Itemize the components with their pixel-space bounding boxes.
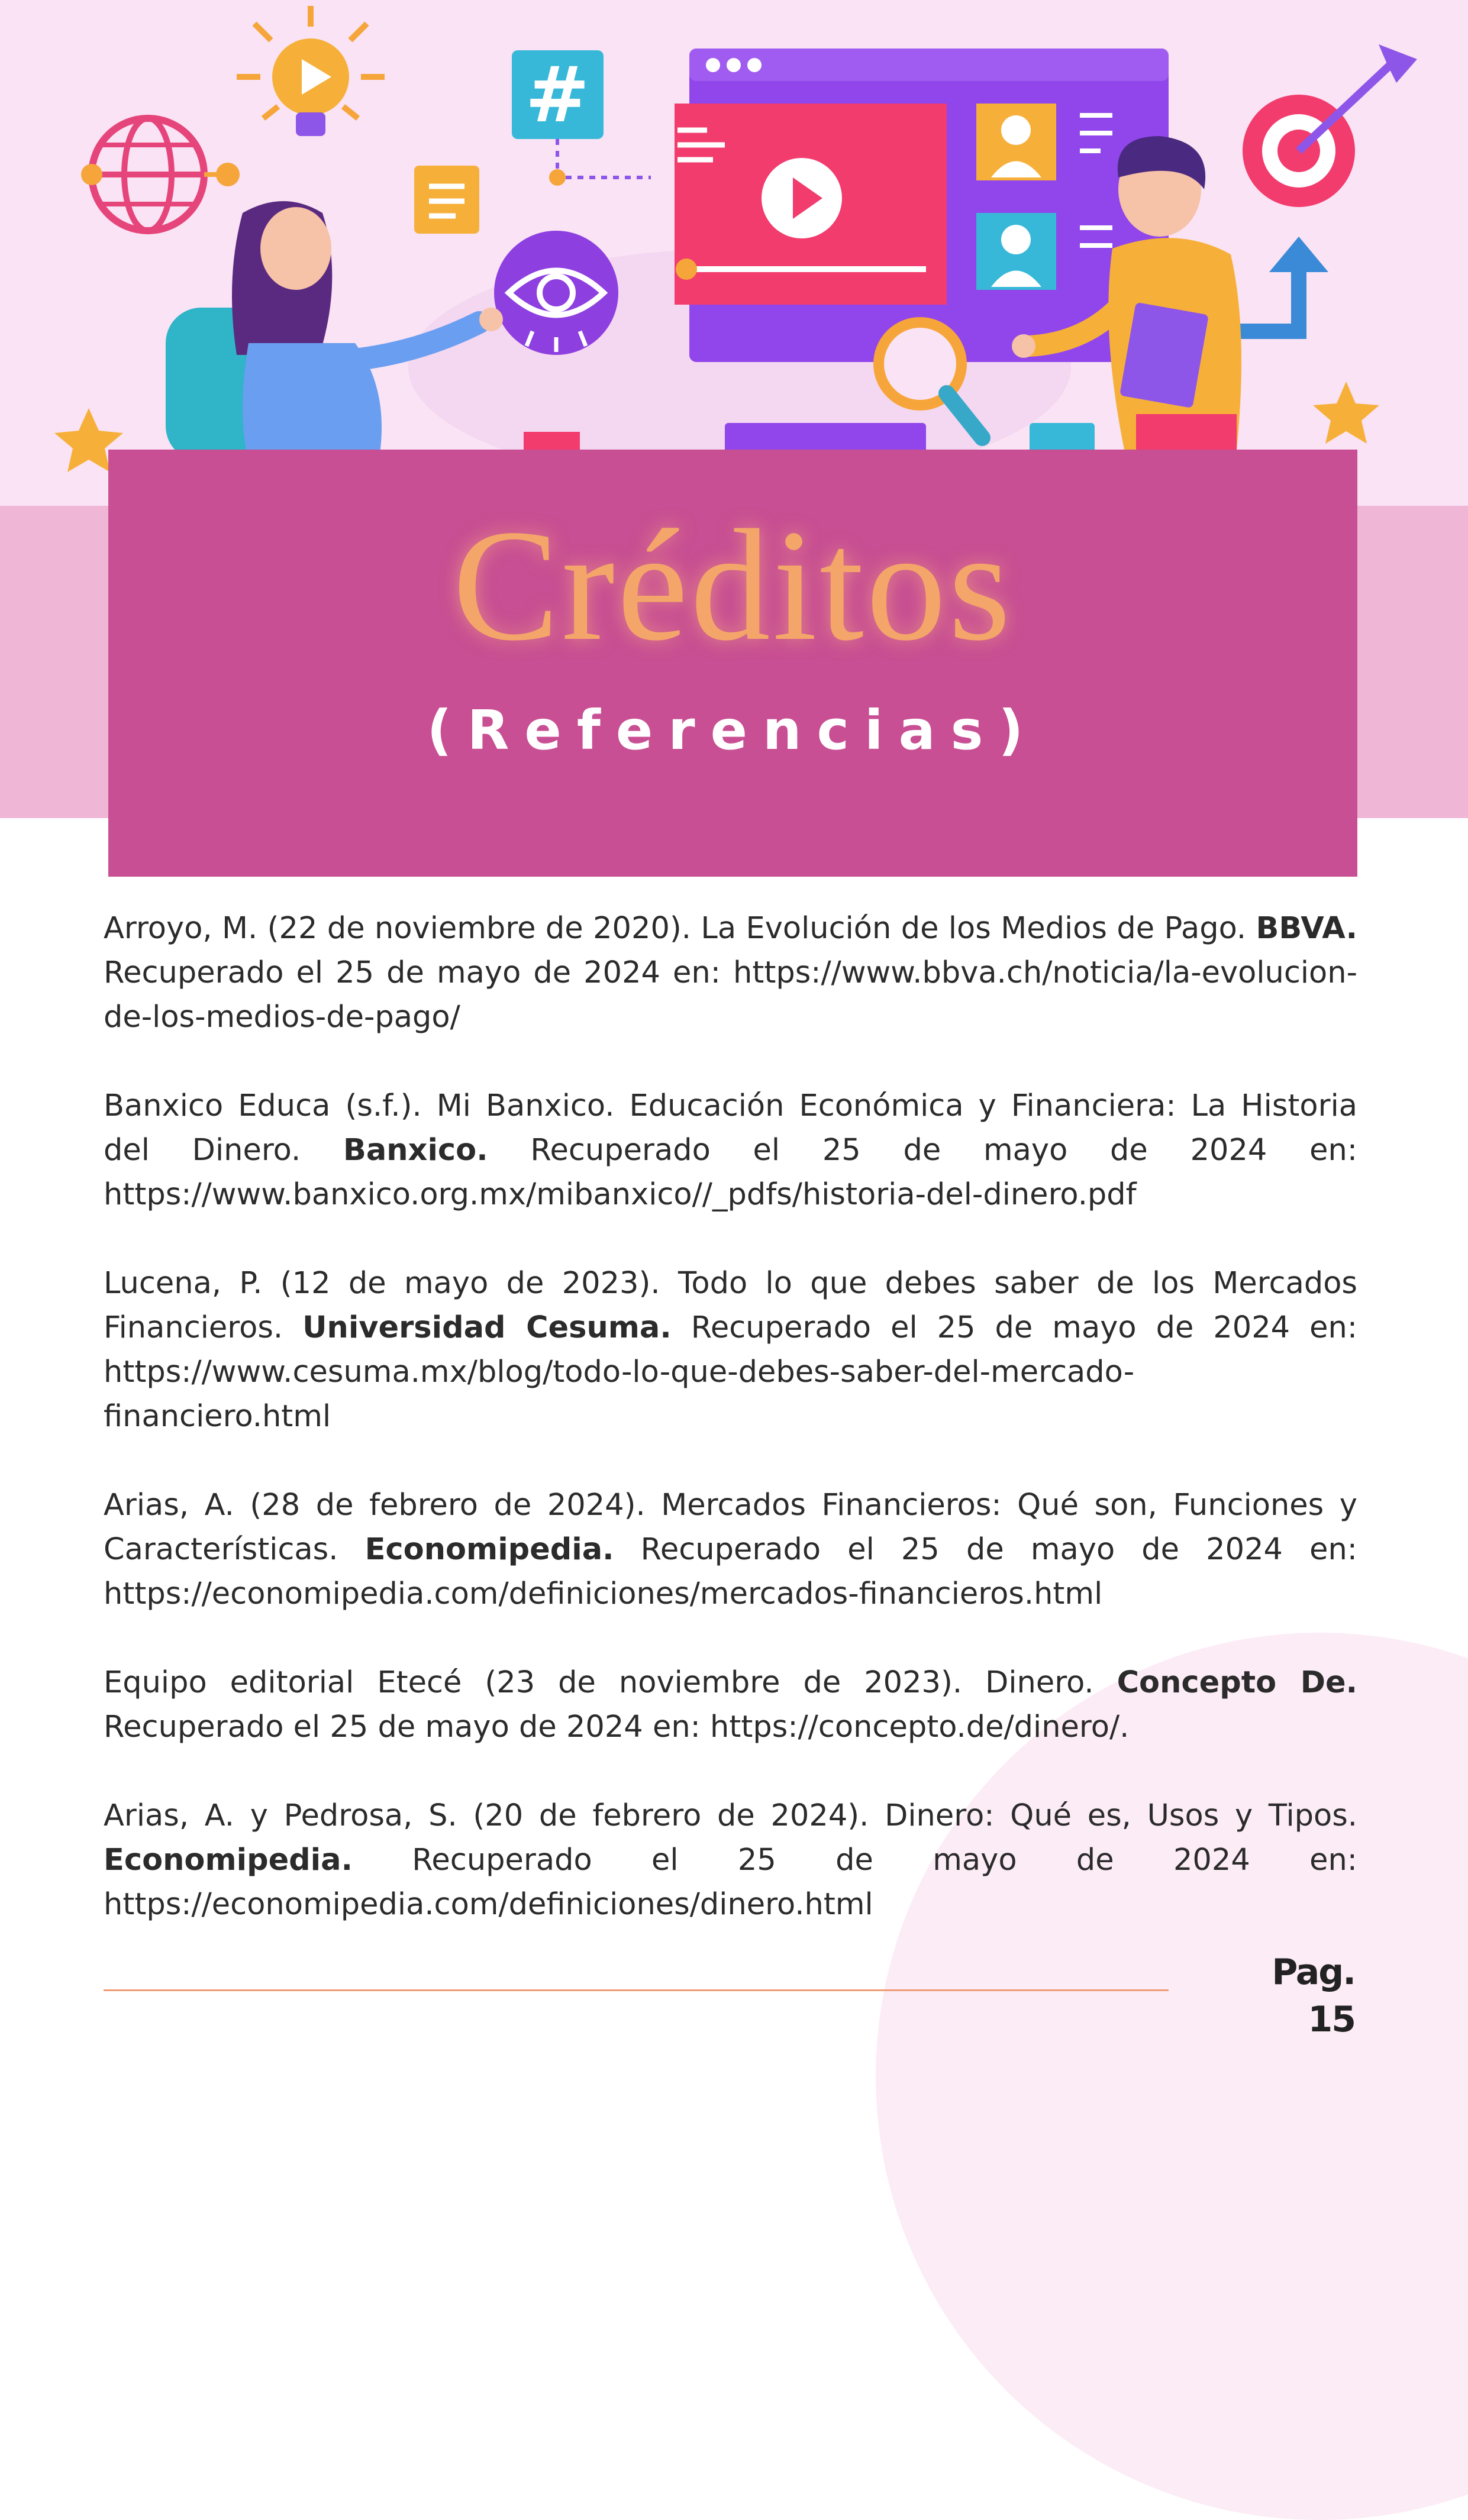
page-subtitle: (Referencias) (427, 699, 1039, 762)
lightbulb-play-icon (237, 6, 385, 136)
svg-text:#: # (525, 50, 590, 140)
title-banner (108, 450, 1357, 877)
arrow-up-icon (1240, 237, 1328, 331)
eye-icon (494, 231, 618, 355)
reference-item (104, 1660, 1357, 1749)
reference-source: Economipedia. (104, 1843, 353, 1878)
reference-text: Recuperado el 25 de mayo de 2024 en: https://concepto.de/dinero/. (104, 1710, 1130, 1744)
reference-text: Recuperado el 25 de mayo de 2024 en: https://www.banxico.org.mx/mibanxico//_pdfs/historia-del-dinero.pdf (104, 1133, 1357, 1212)
page-title: Créditos (453, 497, 1013, 674)
reference-text: Arias, A. (28 de febrero de 2024). Mercados Financieros: Qué son, Funciones y Características. (104, 1488, 1357, 1567)
reference-text: Recuperado el 25 de mayo de 2024 en: https://economipedia.com/definiciones/mercados-financieros.html (104, 1532, 1357, 1611)
reference-text: Arroyo, M. (22 de noviembre de 2020). La Evolución de los Medios de Pago. (104, 911, 1256, 946)
globe-icon (81, 118, 240, 231)
reference-text: Equipo editorial Etecé (23 de noviembre de 2023). Dinero. (104, 1665, 1117, 1700)
reference-source: Concepto De. (1117, 1665, 1357, 1700)
reference-text: Recuperado el 25 de mayo de 2024 en: https://economipedia.com/definiciones/dinero.html (104, 1843, 1357, 1922)
reference-item (104, 1483, 1357, 1616)
reference-item (104, 1084, 1357, 1217)
target-icon (1243, 44, 1417, 207)
reference-source: Economipedia. (364, 1532, 614, 1567)
reference-source: Banxico. (343, 1133, 488, 1168)
hashtag-icon (512, 50, 651, 186)
reference-text: Recuperado el 25 de mayo de 2024 en: https://www.bbva.ch/noticia/la-evolucion-de-los-medios-de-pago/ (104, 955, 1357, 1035)
references-list (104, 906, 1357, 1971)
page-number: Pag. 15 (1272, 1952, 1355, 2040)
reference-item (104, 1261, 1357, 1439)
reference-text: Arias, A. y Pedrosa, S. (20 de febrero de 2024). Dinero: Qué es, Usos y Tipos. (104, 1798, 1357, 1833)
reference-source: BBVA. (1256, 911, 1357, 946)
reference-text: Recuperado el 25 de mayo de 2024 en: https://www.cesuma.mx/blog/todo-lo-que-debes-saber-del-mercado-financiero.html (104, 1310, 1357, 1434)
footer-divider (104, 1989, 1169, 1991)
hero-illustration-graphic (0, 0, 1468, 509)
document-icon (414, 166, 479, 234)
reference-text: Lucena, P. (12 de mayo de 2023). Todo lo que debes saber de los Mercados Financieros. (104, 1266, 1357, 1345)
hero-illustration (0, 0, 1468, 509)
reference-text: Banxico Educa (s.f.). Mi Banxico. Educación Económica y Financiera: La Historia del Dinero. (104, 1088, 1357, 1168)
reference-item (104, 1794, 1357, 1927)
reference-item (104, 906, 1357, 1039)
reference-source: Universidad Cesuma. (302, 1310, 672, 1345)
